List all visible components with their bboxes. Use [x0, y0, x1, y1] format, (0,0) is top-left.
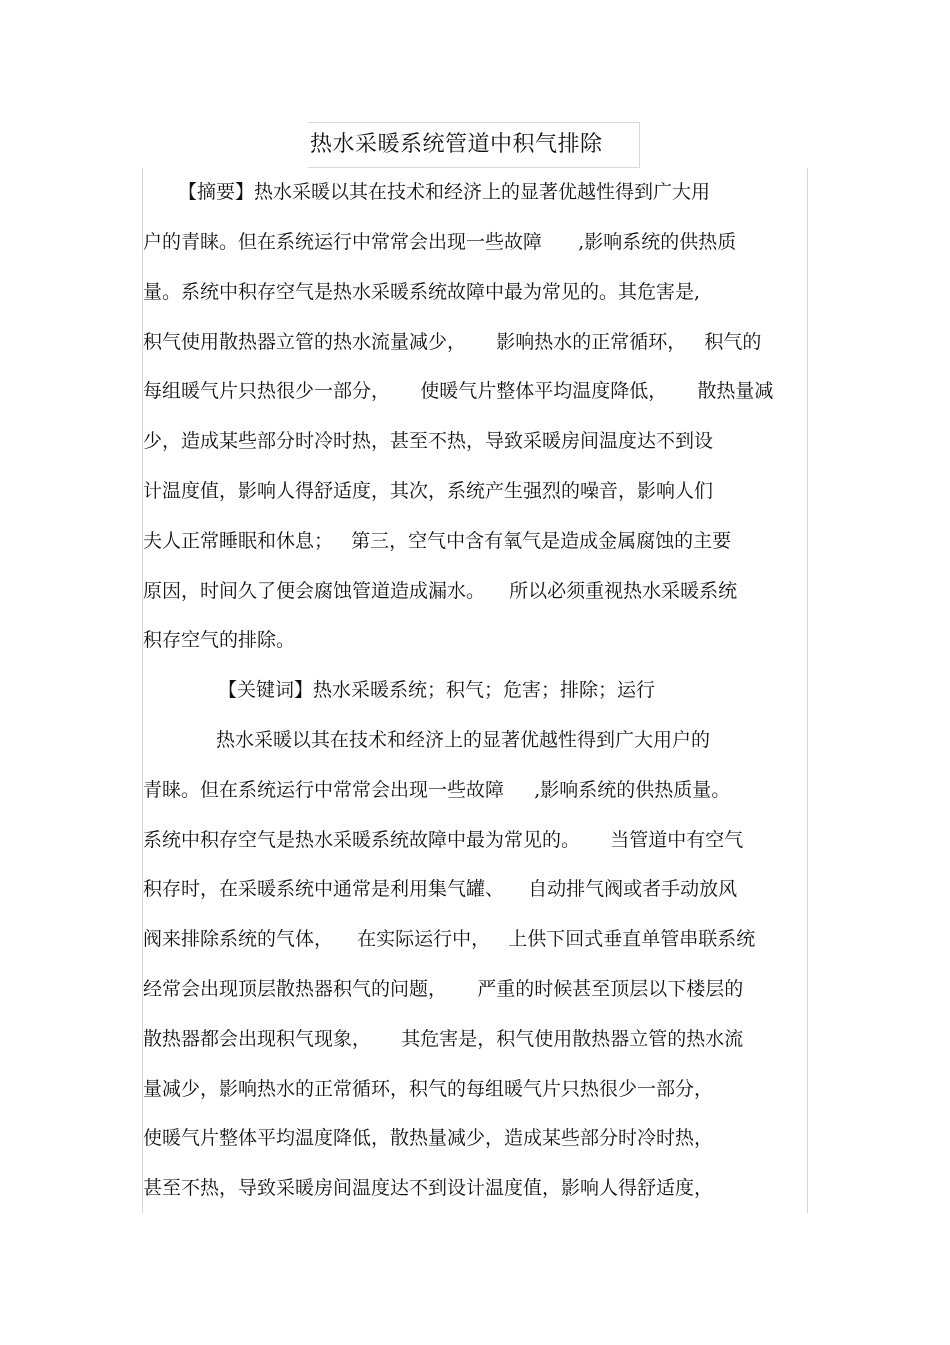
body-line-9: 使暖气片整体平均温度降低，散热量减少，造成某些部分时冷时热， — [143, 1127, 714, 1149]
abstract-line-7: 计温度值，影响人得舒适度，其次，系统产生强烈的噪音，影响人们 — [143, 480, 714, 502]
body-line-10: 甚至不热，导致采暖房间温度达不到设计温度值，影响人得舒适度， — [143, 1177, 714, 1199]
body-line-1: 热水采暖以其在技术和经济上的显著优越性得到广大用户的 — [216, 729, 711, 751]
body-line-4: 积存时，在采暖系统中通常是利用集气罐、 自动排气阀或者手动放风 — [143, 878, 738, 900]
abstract-line-9: 原因，时间久了便会腐蚀管道造成漏水。 所以必须重视热水采暖系统 — [143, 580, 738, 602]
body-line-8: 量减少，影响热水的正常循环，积气的每组暖气片只热很少一部分， — [143, 1078, 714, 1100]
document-title: 热水采暖系统管道中积气排除 — [310, 132, 603, 157]
abstract-line-6: 少，造成某些部分时冷时热，甚至不热，导致采暖房间温度达不到设 — [143, 430, 714, 452]
abstract-line-1: 【摘要】热水采暖以其在技术和经济上的显著优越性得到广大用 — [178, 181, 711, 203]
abstract-line-8: 夫人正常睡眠和休息； 第三，空气中含有氧气是造成金属腐蚀的主要 — [143, 530, 732, 552]
abstract-line-10: 积存空气的排除。 — [143, 629, 296, 651]
abstract-line-5: 每组暖气片只热很少一部分， 使暖气片整体平均温度降低， 散热量减 — [143, 380, 774, 402]
body-line-6: 经常会出现顶层散热器积气的问题， 严重的时候甚至顶层以下楼层的 — [143, 978, 744, 1000]
body-line-5: 阀来排除系统的气体， 在实际运行中， 上供下回式垂直单管串联系统 — [143, 928, 756, 950]
abstract-line-2: 户的青睐。但在系统运行中常常会出现一些故障 ,影响系统的供热质 — [143, 231, 737, 253]
abstract-line-3: 量。系统中积存空气是热水采暖系统故障中最为常见的。其危害是, — [143, 281, 701, 303]
body-line-2: 青睐。但在系统运行中常常会出现一些故障 ,影响系统的供热质量。 — [143, 779, 731, 801]
keywords-line: 【关键词】热水采暖系统；积气；危害；排除；运行 — [218, 679, 656, 701]
body-line-3: 系统中积存空气是热水采暖系统故障中最为常见的。 当管道中有空气 — [143, 829, 744, 851]
abstract-line-4: 积气使用散热器立管的热水流量减少， 影响热水的正常循环， 积气的 — [143, 331, 762, 353]
body-line-7: 散热器都会出现积气现象， 其危害是，积气使用散热器立管的热水流 — [143, 1028, 744, 1050]
